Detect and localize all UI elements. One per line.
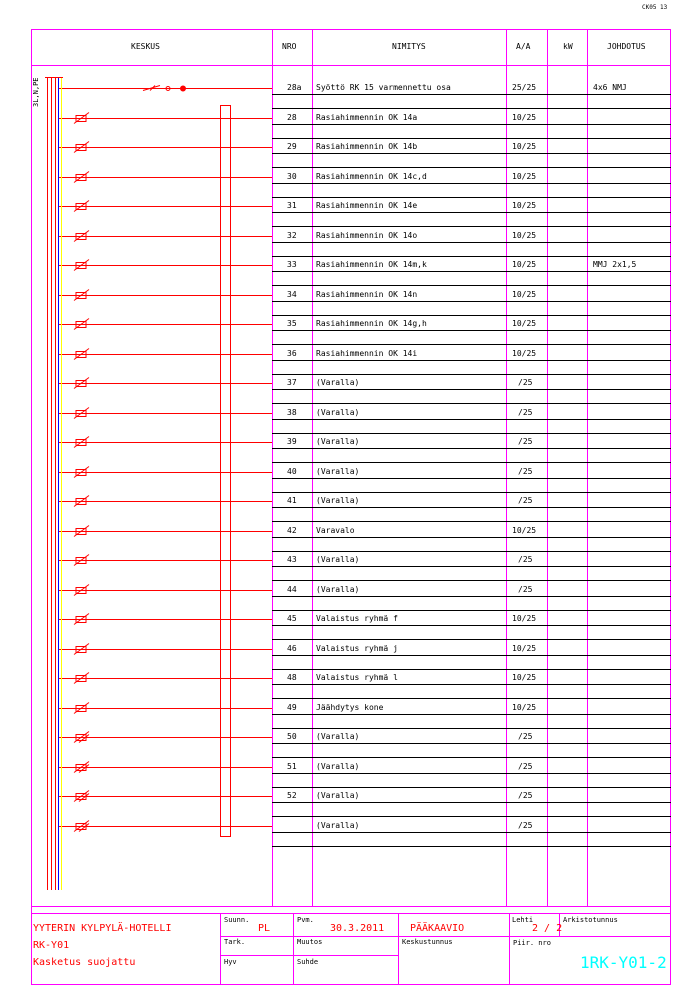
circuit-nimitys: Rasiahimmennin OK 14g,h [316,318,427,328]
circuit-aa: /25 [518,407,533,417]
circuit-nimitys: (Varalla) [316,554,360,564]
circuit-nimitys: (Varalla) [316,377,360,387]
circuit-aa: 10/25 [512,643,537,653]
circuit-nimitys: Rasiahimmennin OK 14n [316,289,418,299]
circuit-nimitys: (Varalla) [316,495,360,505]
circuit-nro: 48 [287,672,297,682]
pvm-label: Pvm. [297,916,314,924]
circuit-aa: /25 [518,790,533,800]
circuit-nro: 37 [287,377,297,387]
circuit-johdotus: MMJ 2x1,5 [593,259,637,269]
circuit-aa: /25 [518,495,533,505]
muutos-label: Muutos [297,938,323,946]
circuit-nimitys: (Varalla) [316,790,360,800]
circuit-aa: /25 [518,820,533,830]
circuit-aa: 10/25 [512,348,537,358]
circuit-nro: 39 [287,436,297,446]
header-keskus: KESKUS [131,42,160,51]
circuit-aa: 10/25 [512,230,537,240]
circuit-nimitys: Rasiahimmennin OK 14e [316,200,418,210]
circuit-nro: 35 [287,318,297,328]
header-nimitys: NIMITYS [392,42,426,51]
circuit-aa: 10/25 [512,613,537,623]
project-name: YYTERIN KYLPYLÄ-HOTELLI [33,923,172,934]
circuit-nimitys: (Varalla) [316,584,360,594]
rcd-enclosure [221,106,231,837]
circuit-aa: 10/25 [512,259,537,269]
circuit-nro: 28 [287,112,297,122]
header-nro: NRO [282,42,297,51]
circuit-nimitys: Rasiahimmennin OK 14o [316,230,418,240]
board-note: Kasketus suojattu [33,957,136,968]
circuit-nimitys: Rasiahimmennin OK 14b [316,141,418,151]
circuit-nimitys: (Varalla) [316,820,360,830]
circuit-johdotus: 4x6 NMJ [593,82,627,92]
circuit-nro: 31 [287,200,297,210]
drawing-number: 1RK-Y01-2 [580,953,667,972]
piir-label: Piir. nro [513,939,551,947]
circuit-nimitys: Rasiahimmennin OK 14i [316,348,418,358]
lehti-label: Lehti [512,916,534,924]
circuit-nimitys: (Varalla) [316,436,360,446]
circuit-aa: /25 [518,554,533,564]
sheet-code: CK05 13 [642,4,668,11]
board-id: RK-Y01 [33,940,70,951]
circuit-nro: 33 [287,259,297,269]
tark-label: Tark. [224,938,246,946]
circuit-aa: /25 [518,466,533,476]
header-aa: A/A [516,42,531,51]
circuit-aa: 10/25 [512,171,537,181]
circuit-nro: 34 [287,289,297,299]
circuit-nro: 51 [287,761,297,771]
circuit-aa: 10/25 [512,141,537,151]
circuit-nro: 44 [287,584,297,594]
circuit-nimitys: Syöttö RK 15 varmennettu osa [316,82,451,92]
circuit-nimitys: Valaistus ryhmä f [316,613,398,623]
circuit-nimitys: (Varalla) [316,407,360,417]
circuit-aa: /25 [518,731,533,741]
circuit-nimitys: (Varalla) [316,731,360,741]
circuit-nro: 50 [287,731,297,741]
circuit-nro: 32 [287,230,297,240]
circuit-aa: /25 [518,377,533,387]
circuit-aa: /25 [518,584,533,594]
circuit-nro: 52 [287,790,297,800]
circuit-aa: 10/25 [512,200,537,210]
circuit-aa: 10/25 [512,318,537,328]
drawing-title: PÄÄKAAVIO [410,923,465,934]
circuit-nimitys: Rasiahimmennin OK 14a [316,112,418,122]
suhde-label: Suhde [297,958,319,966]
suunn-label: Suunn. [224,916,250,924]
circuit-aa: 25/25 [512,82,537,92]
circuit-nro: 30 [287,171,297,181]
circuit-nro: 38 [287,407,297,417]
circuit-aa: 10/25 [512,112,537,122]
circuit-aa: 10/25 [512,525,537,535]
circuit-nimitys: Valaistus ryhmä l [316,672,398,682]
lehti-value: 2 / 2 [532,923,563,934]
circuit-nro: 42 [287,525,297,535]
circuit-aa: 10/25 [512,702,537,712]
circuit-nro: 28a [287,82,302,92]
circuit-nimitys: Jäähdytys kone [316,702,384,712]
circuit-nimitys: Rasiahimmennin OK 14c,d [316,171,427,181]
circuit-nimitys: Varavalo [316,525,355,535]
circuit-nro: 45 [287,613,297,623]
busbar-label: 3L,N,PE [32,77,40,107]
header-kw: kW [563,42,573,51]
circuit-nro: 43 [287,554,297,564]
circuit-nro: 40 [287,466,297,476]
header-johdotus: JOHDOTUS [607,42,646,51]
suunn-value: PL [258,923,271,934]
circuit-nro: 41 [287,495,297,505]
keskustunnus-label: Keskustunnus [402,938,453,946]
hyv-label: Hyv [224,958,237,966]
circuit-nimitys: Valaistus ryhmä j [316,643,398,653]
circuit-nimitys: (Varalla) [316,761,360,771]
circuit-nimitys: (Varalla) [316,466,360,476]
circuit-nro: 36 [287,348,297,358]
pvm-value: 30.3.2011 [330,923,385,934]
circuit-aa: 10/25 [512,672,537,682]
arkistotunnus-label: Arkistotunnus [563,916,618,924]
circuit-aa: /25 [518,436,533,446]
circuit-nimitys: Rasiahimmennin OK 14m,k [316,259,427,269]
circuit-nro: 46 [287,643,297,653]
circuit-aa: 10/25 [512,289,537,299]
circuit-aa: /25 [518,761,533,771]
circuit-nro: 49 [287,702,297,712]
circuit-nro: 29 [287,141,297,151]
